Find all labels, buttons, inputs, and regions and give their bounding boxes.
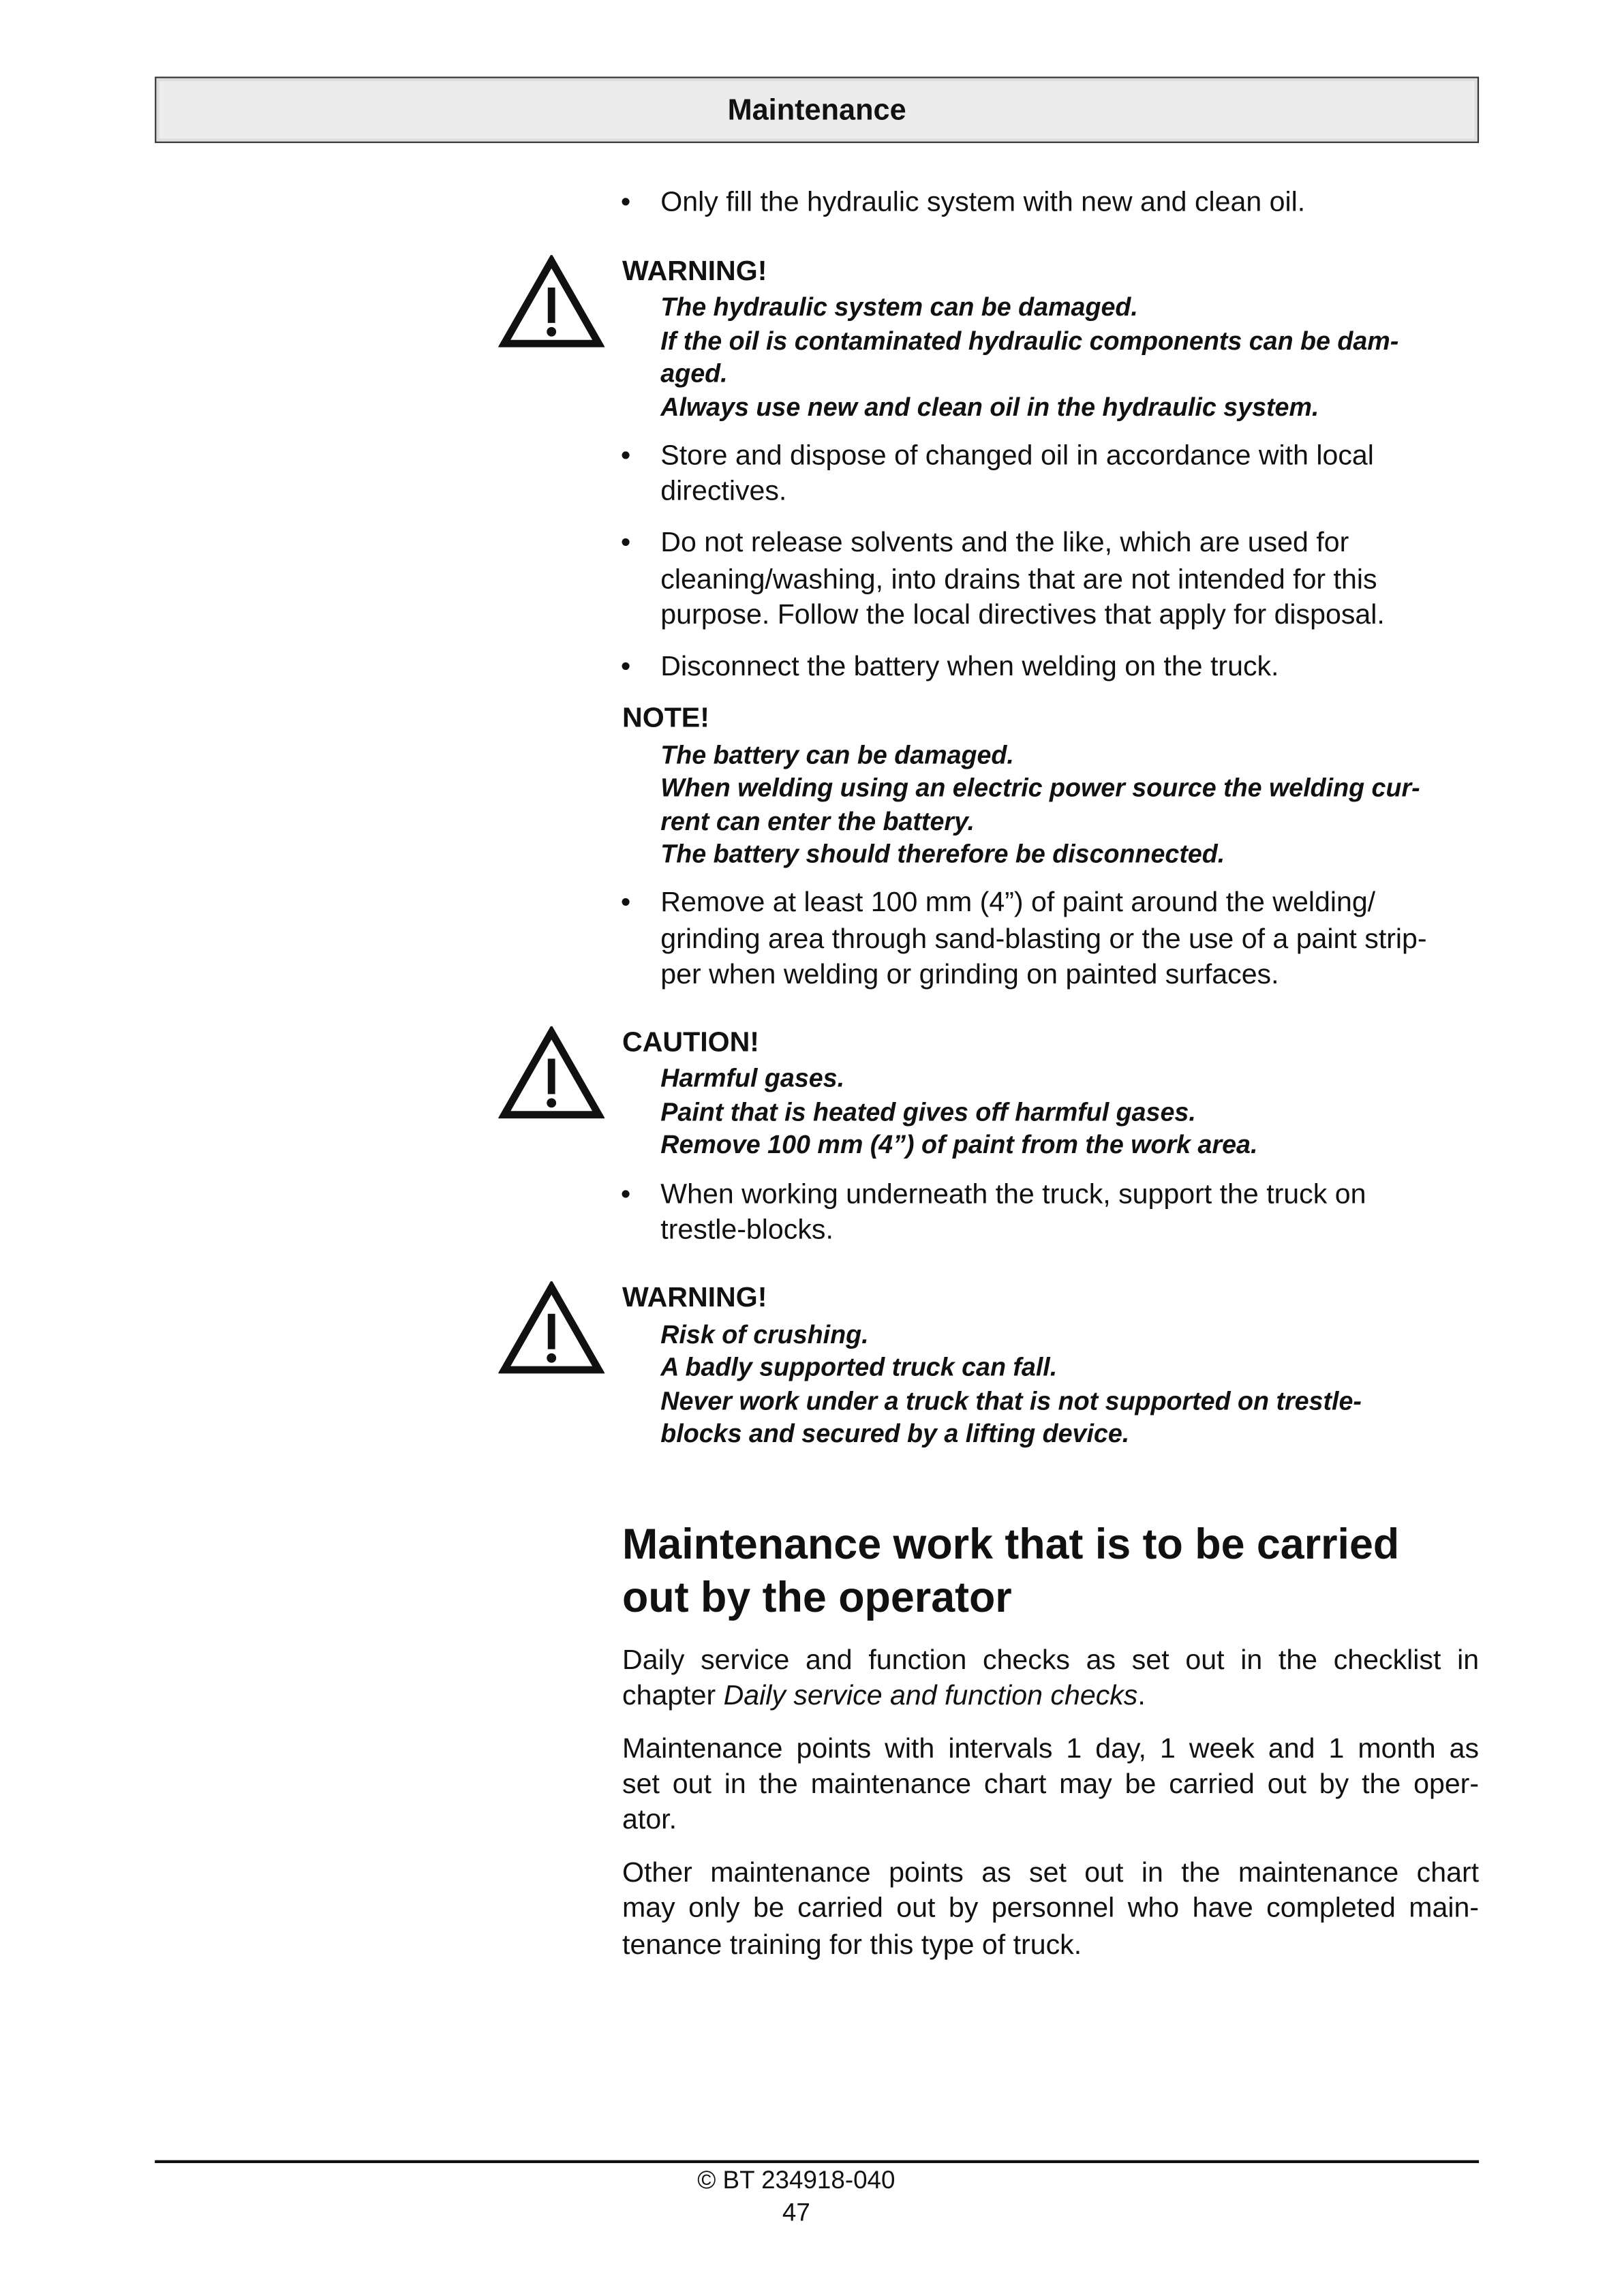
warning-line: The hydraulic system can be damaged. (660, 292, 1138, 322)
chapter-reference: Daily service and function checks (723, 1681, 1138, 1712)
paragraph-line: may only be carried out by personnel who have completed main- (622, 1893, 1480, 1925)
bullet-text: Only fill the hydraulic system with new and clean oil. (660, 187, 1306, 219)
bullet-text: trestle-blocks. (660, 1214, 833, 1246)
bullet-text: Store and dispose of changed oil in accordance with local (660, 440, 1374, 472)
warning-line: Risk of crushing. (660, 1319, 869, 1349)
footer-rule (155, 2160, 1479, 2163)
caution-line: Harmful gases. (660, 1062, 845, 1093)
caution-label: CAUTION! (622, 1028, 760, 1059)
document-number: © BT 234918-040 (697, 2166, 896, 2194)
page-number: 47 (782, 2198, 810, 2227)
section-heading: out by the operator (622, 1574, 1012, 1622)
caution-line: Paint that is heated gives off harmful gases. (660, 1097, 1196, 1127)
note-line: The battery can be damaged. (660, 740, 1014, 770)
bullet-icon: • (620, 652, 631, 683)
paragraph-line: Daily service and function checks as set out in the checklist in (622, 1645, 1480, 1677)
bullet-text: directives. (660, 476, 787, 508)
note-line: The battery should therefore be disconnected. (660, 839, 1225, 869)
warning-line: Never work under a truck that is not supported on trestle- (660, 1386, 1362, 1416)
note-line: rent can enter the battery. (660, 806, 975, 836)
bullet-icon: • (620, 187, 631, 219)
bullet-icon: • (620, 440, 631, 472)
bullet-icon: • (620, 527, 631, 560)
bullet-icon: • (620, 887, 631, 919)
bullet-text: grinding area through sand-blasting or the use of a paint strip- (660, 924, 1427, 956)
text: . (1137, 1681, 1146, 1712)
bullet-icon: • (620, 1179, 631, 1211)
text: chapter (622, 1681, 724, 1712)
warning-line: If the oil is contaminated hydraulic components can be dam- (660, 326, 1399, 356)
bullet-text: Disconnect the battery when welding on the truck. (660, 652, 1279, 683)
bullet-text: per when welding or grinding on painted surfaces. (660, 960, 1279, 991)
paragraph-line: Other maintenance points as set out in the maintenance chart (622, 1858, 1480, 1889)
page-header (155, 77, 1479, 143)
warning-line: blocks and secured by a lifting device. (660, 1418, 1130, 1448)
warning-line: aged. (660, 358, 728, 388)
section-heading: Maintenance work that is to be carried (622, 1521, 1400, 1570)
paragraph-line: set out in the maintenance chart may be carried out by the oper- (622, 1769, 1480, 1801)
bullet-text: cleaning/washing, into drains that are not intended for this (660, 564, 1377, 596)
caution-line: Remove 100 mm (4”) of paint from the work area. (660, 1129, 1258, 1159)
caution-triangle-icon (498, 1026, 605, 1120)
paragraph-line: tenance training for this type of truck. (622, 1930, 1082, 1961)
bullet-text: When working underneath the truck, support the truck on (660, 1179, 1366, 1211)
paragraph-line: Maintenance points with intervals 1 day, 1 week and 1 month as (622, 1734, 1480, 1765)
note-label: NOTE! (622, 703, 709, 735)
warning-triangle-icon (498, 1281, 605, 1375)
warning-label: WARNING! (622, 1283, 767, 1314)
paragraph-line: ator. (622, 1805, 677, 1836)
warning-label: WARNING! (622, 256, 767, 288)
bullet-text: Do not release solvents and the like, which are used for (660, 527, 1349, 560)
warning-triangle-icon (498, 255, 605, 349)
warning-line: Always use new and clean oil in the hydraulic system. (660, 392, 1319, 422)
bullet-text: Remove at least 100 mm (4”) of paint around the welding/ (660, 887, 1376, 919)
warning-line: A badly supported truck can fall. (660, 1352, 1058, 1382)
header-title: Maintenance (727, 94, 906, 127)
paragraph-line (622, 1679, 1479, 1715)
note-line: When welding using an electric power source the welding cur- (660, 772, 1420, 802)
bullet-text: purpose. Follow the local directives that apply for disposal. (660, 600, 1385, 632)
